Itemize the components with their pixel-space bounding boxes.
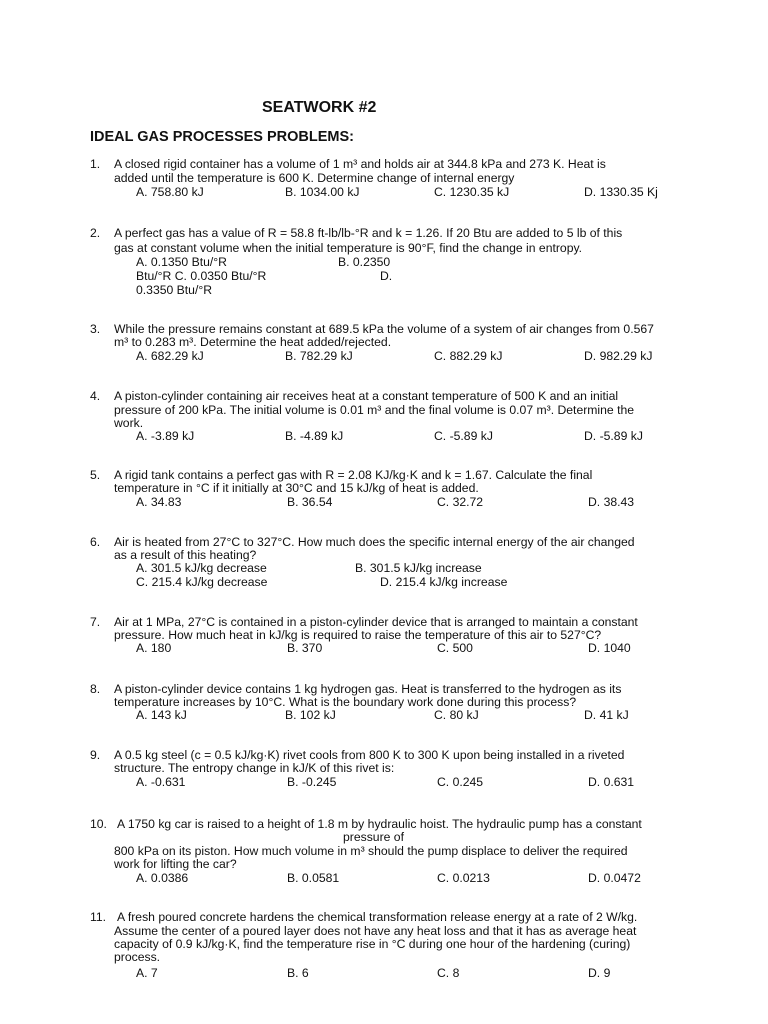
question-text: A piston-cylinder containing air receives heat at a constant temperature of 500 K and an initial	[114, 389, 619, 403]
option-b: B. 6	[287, 966, 309, 980]
question-number: 6.	[90, 535, 101, 549]
page-title: SEATWORK #2	[262, 99, 377, 116]
question-text: A perfect gas has a value of R = 58.8 ft-lb/lb-°R and k = 1.26. If 20 Btu are added to 5 lb of this	[114, 226, 623, 240]
question-number: 11.	[90, 910, 107, 924]
question-text: work.	[114, 416, 144, 430]
question-text: 800 kPa on its piston. How much volume in m³ should the pump displace to deliver the required	[114, 844, 628, 858]
option-d: D.	[380, 269, 393, 283]
question-text: A 0.5 kg steel (c = 0.5 kJ/kg·K) rivet cools from 800 K to 300 K upon being installed in a riveted	[114, 748, 625, 762]
option-c: C. 0.0213	[437, 871, 490, 885]
question-text: pressure of 200 kPa. The initial volume is 0.01 m³ and the final volume is 0.07 m³. Determine the	[114, 403, 635, 417]
option-a: A. 758.80 kJ	[136, 185, 204, 199]
question-text: Air at 1 MPa, 27°C is contained in a piston-cylinder device that is arranged to maintain a constant	[114, 615, 638, 629]
option-c: C. -5.89 kJ	[434, 429, 493, 443]
option-d: D. 38.43	[588, 495, 635, 509]
option-b: B. 301.5 kJ/kg increase	[355, 561, 482, 575]
option-a: A. 34.83	[136, 495, 182, 509]
question-number: 9.	[90, 748, 101, 762]
option-d-value: 0.3350 Btu/°R	[136, 283, 213, 297]
option-b: B. -4.89 kJ	[285, 429, 344, 443]
option-c: C. 0.245	[437, 775, 484, 789]
question-number: 8.	[90, 682, 101, 696]
question-text: pressure of	[343, 830, 404, 844]
option-a: A. 0.0386	[136, 871, 189, 885]
option-c: C. 215.4 kJ/kg decrease	[136, 575, 268, 589]
question-text: added until the temperature is 600 K. Determine change of internal energy	[114, 171, 515, 185]
question-text: process.	[114, 950, 161, 964]
option-d: D. 1330.35 Kj	[584, 185, 658, 199]
option-d: D. 9	[588, 966, 611, 980]
option-d: D. -5.89 kJ	[584, 429, 643, 443]
question-text: capacity of 0.9 kJ/kg·K, find the temperature rise in °C during one hour of the hardening (curing)	[114, 937, 631, 951]
question-text: A piston-cylinder device contains 1 kg hydrogen gas. Heat is transferred to the hydrogen as its	[114, 682, 622, 696]
option-b: B. 370	[287, 641, 323, 655]
question-text: structure. The entropy change in kJ/K of this rivet is:	[114, 761, 395, 775]
option-d: D. 215.4 kJ/kg increase	[380, 575, 508, 589]
option-a: A. -0.631	[136, 775, 186, 789]
question-text: work for lifting the car?	[114, 857, 237, 871]
option-b: B. 0.0581	[287, 871, 340, 885]
question-text: m³ to 0.283 m³. Determine the heat added/rejected.	[114, 335, 392, 349]
option-a: A. 180	[136, 641, 172, 655]
question-text: Assume the center of a poured layer does not have any heat loss and that it has as average heat	[114, 924, 637, 938]
question-text: A rigid tank contains a perfect gas with R = 2.08 KJ/kg·K and k = 1.67. Calculate the final	[114, 468, 593, 482]
question-text: A 1750 kg car is raised to a height of 1.8 m by hydraulic hoist. The hydraulic pump has a constant	[117, 817, 642, 831]
option-a: A. 0.1350 Btu/°R	[136, 255, 227, 269]
question-text: as a result of this heating?	[114, 548, 257, 562]
question-number: 3.	[90, 322, 101, 336]
option-c: C. 80 kJ	[434, 708, 479, 722]
option-a: A. -3.89 kJ	[136, 429, 195, 443]
question-number: 5.	[90, 468, 101, 482]
option-c: C. 500	[437, 641, 473, 655]
question-text: While the pressure remains constant at 689.5 kPa the volume of a system of air changes from 0.567	[114, 322, 654, 336]
question-text: Air is heated from 27°C to 327°C. How much does the specific internal energy of the air changed	[114, 535, 635, 549]
option-c: C. 8	[437, 966, 460, 980]
option-c: Btu/°R C. 0.0350 Btu/°R	[136, 269, 267, 283]
question-text: A closed rigid container has a volume of 1 m³ and holds air at 344.8 kPa and 273 K. Heat is	[114, 157, 606, 171]
option-c: C. 882.29 kJ	[434, 349, 503, 363]
question-number: 7.	[90, 615, 101, 629]
option-a: A. 143 kJ	[136, 708, 187, 722]
option-b: B. 1034.00 kJ	[285, 185, 360, 199]
option-a: A. 301.5 kJ/kg decrease	[136, 561, 267, 575]
option-b: B. 782.29 kJ	[285, 349, 353, 363]
option-d: D. 0.631	[588, 775, 635, 789]
question-text: temperature increases by 10°C. What is the boundary work done during this process?	[114, 695, 577, 709]
option-b: B. 102 kJ	[285, 708, 336, 722]
question-number: 2.	[90, 226, 101, 240]
option-d: D. 41 kJ	[584, 708, 629, 722]
question-number: 10.	[90, 817, 107, 831]
question-text: gas at constant volume when the initial temperature is 90°F, find the change in entropy.	[114, 241, 583, 255]
option-b: B. -0.245	[287, 775, 337, 789]
question-number: 1.	[90, 157, 101, 171]
option-a: A. 682.29 kJ	[136, 349, 204, 363]
section-heading: IDEAL GAS PROCESSES PROBLEMS:	[90, 129, 354, 145]
question-text: A fresh poured concrete hardens the chemical transformation release energy at a rate of 2 W/kg.	[117, 910, 638, 924]
option-b: B. 0.2350	[338, 255, 391, 269]
option-c: C. 1230.35 kJ	[434, 185, 510, 199]
question-number: 4.	[90, 389, 101, 403]
option-d: D. 982.29 kJ	[584, 349, 653, 363]
option-d: D. 1040	[588, 641, 631, 655]
option-d: D. 0.0472	[588, 871, 641, 885]
option-b: B. 36.54	[287, 495, 333, 509]
question-text: pressure. How much heat in kJ/kg is required to raise the temperature of this air to 527°C?	[114, 628, 602, 642]
option-a: A. 7	[136, 966, 158, 980]
option-c: C. 32.72	[437, 495, 484, 509]
question-text: temperature in °C if it initially at 30°C and 15 kJ/kg of heat is added.	[114, 481, 479, 495]
